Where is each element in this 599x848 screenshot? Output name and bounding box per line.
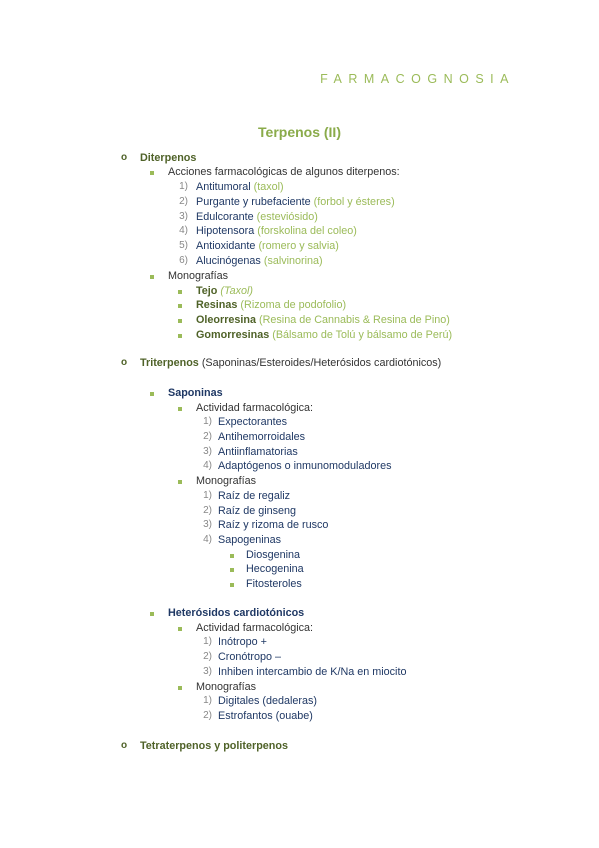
square-bullet-icon [178,334,182,338]
list-number: 3) [203,446,212,457]
document-header: FARMACOGNOSIA [320,72,515,86]
list-number: 5) [179,240,188,251]
section-tetraterpenos: Tetraterpenos y politerpenos [140,740,288,752]
list-item: Antihemorroidales [218,431,306,443]
list-item: Gomorresinas (Bálsamo de Tolú y bálsamo de Perú) [196,329,453,341]
bullet-o-icon: o [121,152,128,163]
monografias-label: Monografías [196,475,257,487]
list-item: Raíz de regaliz [218,490,291,502]
list-number: 1) [179,181,188,192]
list-item: Inhiben intercambio de K/Na en miocito [218,666,407,678]
list-item: Inótropo + [218,636,267,648]
list-item: Raíz y rizoma de rusco [218,519,329,531]
square-bullet-icon [178,686,182,690]
bullet-o-icon: o [121,740,128,751]
section-triterpenos: Triterpenos (Saponinas/Esteroides/Heterósidos cardiotónicos) [140,357,442,369]
list-number: 6) [179,255,188,266]
list-number: 3) [179,211,188,222]
list-item: Hecogenina [246,563,304,575]
square-bullet-icon [178,627,182,631]
list-number: 2) [179,196,188,207]
list-number: 1) [203,490,212,501]
bullet-o-icon: o [121,357,128,368]
list-item: Expectorantes [218,416,288,428]
actividad-label: Actividad farmacológica: [196,622,314,634]
square-bullet-icon [178,290,182,294]
list-item: Tejo (Taxol) [196,285,254,297]
list-item: Edulcorante (esteviósido) [196,211,318,223]
actividad-label: Actividad farmacológica: [196,402,314,414]
list-number: 2) [203,431,212,442]
list-item: Oleorresina (Resina de Cannabis & Resina de Pino) [196,314,450,326]
list-number: 2) [203,651,212,662]
heterosidos-heading: Heterósidos cardiotónicos [168,607,305,619]
saponinas-heading: Saponinas [168,387,223,399]
page-title: Terpenos (II) [258,124,341,140]
list-item: Estrofantos (ouabe) [218,710,313,722]
list-item: Alucinógenas (salvinorina) [196,255,323,267]
list-number: 4) [179,225,188,236]
list-number: 3) [203,519,212,530]
square-bullet-icon [230,568,234,572]
square-bullet-icon [150,612,154,616]
square-bullet-icon [178,304,182,308]
list-item: Digitales (dedaleras) [218,695,318,707]
square-bullet-icon [230,554,234,558]
list-item: Antitumoral (taxol) [196,181,284,193]
square-bullet-icon [150,171,154,175]
list-item: Purgante y rubefaciente (forbol y ésteres) [196,196,395,208]
square-bullet-icon [178,319,182,323]
list-number: 2) [203,710,212,721]
acciones-label: Acciones farmacológicas de algunos diterpenos: [168,166,400,178]
square-bullet-icon [150,392,154,396]
list-number: 4) [203,534,212,545]
square-bullet-icon [178,480,182,484]
list-number: 4) [203,460,212,471]
list-number: 1) [203,695,212,706]
list-number: 1) [203,416,212,427]
square-bullet-icon [150,275,154,279]
list-number: 2) [203,505,212,516]
monografias-label: Monografías [168,270,229,282]
list-item: Hipotensora (forskolina del coleo) [196,225,357,237]
monografias-label: Monografías [196,681,257,693]
list-item: Raíz de ginseng [218,505,297,517]
square-bullet-icon [178,407,182,411]
list-item: Cronótropo – [218,651,282,663]
square-bullet-icon [230,583,234,587]
list-item: Resinas (Rizoma de podofolio) [196,299,347,311]
list-number: 1) [203,636,212,647]
list-item: Diosgenina [246,549,301,561]
list-item: Sapogeninas [218,534,282,546]
list-number: 3) [203,666,212,677]
section-diterpenos: Diterpenos [140,152,197,164]
list-item: Adaptógenos o inmunomoduladores [218,460,392,472]
list-item: Fitosteroles [246,578,302,590]
list-item: Antiinflamatorias [218,446,298,458]
list-item: Antioxidante (romero y salvia) [196,240,339,252]
